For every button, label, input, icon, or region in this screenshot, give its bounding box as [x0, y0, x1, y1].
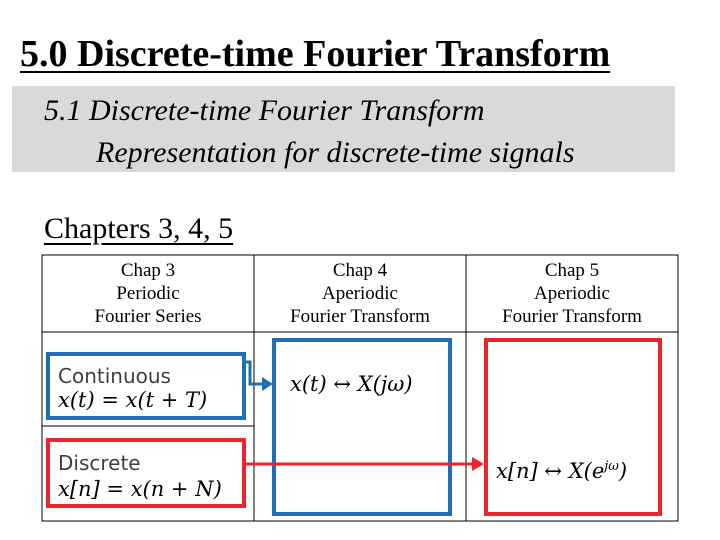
continuous-periodic-equation: x(t) = x(t + T) — [58, 388, 208, 412]
column-header-chap4 — [254, 259, 466, 328]
column-chap-label: Chap 3 — [120, 260, 176, 281]
column-header-chap3 — [42, 259, 254, 328]
column-chap-label: Chap 5 — [544, 260, 600, 281]
discrete-transform-pair — [496, 459, 627, 483]
column-method-label: Fourier Transform — [290, 306, 430, 327]
continuous-transform-pair: x(t) ↔ X(jω) — [290, 372, 413, 396]
discrete-label: Discrete — [58, 451, 141, 475]
chapters-heading: Chapters 3, 4, 5 — [44, 212, 234, 245]
discrete-transform-pair-exponent: jω — [604, 459, 619, 474]
discrete-periodic-equation: x[n] = x(n + N) — [58, 477, 222, 501]
continuous-aperiodic-box — [274, 340, 450, 514]
discrete-transform-pair-base: x[n] ↔ X(e — [496, 459, 605, 483]
column-type-label: Aperiodic — [322, 283, 398, 304]
column-type-label: Periodic — [116, 283, 180, 304]
subtitle-line-2: Representation for discrete-time signals — [96, 136, 575, 169]
column-header-chap5 — [466, 259, 678, 328]
column-type-label: Aperiodic — [534, 283, 610, 304]
continuous-arrow — [244, 362, 273, 391]
column-method-label: Fourier Transform — [502, 306, 642, 327]
continuous-label: Continuous — [58, 364, 171, 388]
slide-title: 5.0 Discrete-time Fourier Transform — [20, 33, 611, 75]
column-chap-label: Chap 4 — [332, 260, 388, 281]
subtitle-line-1: 5.1 Discrete-time Fourier Transform — [44, 94, 485, 127]
discrete-transform-pair-close: ) — [618, 459, 628, 483]
column-method-label: Fourier Series — [94, 306, 202, 327]
discrete-aperiodic-box — [486, 340, 660, 514]
